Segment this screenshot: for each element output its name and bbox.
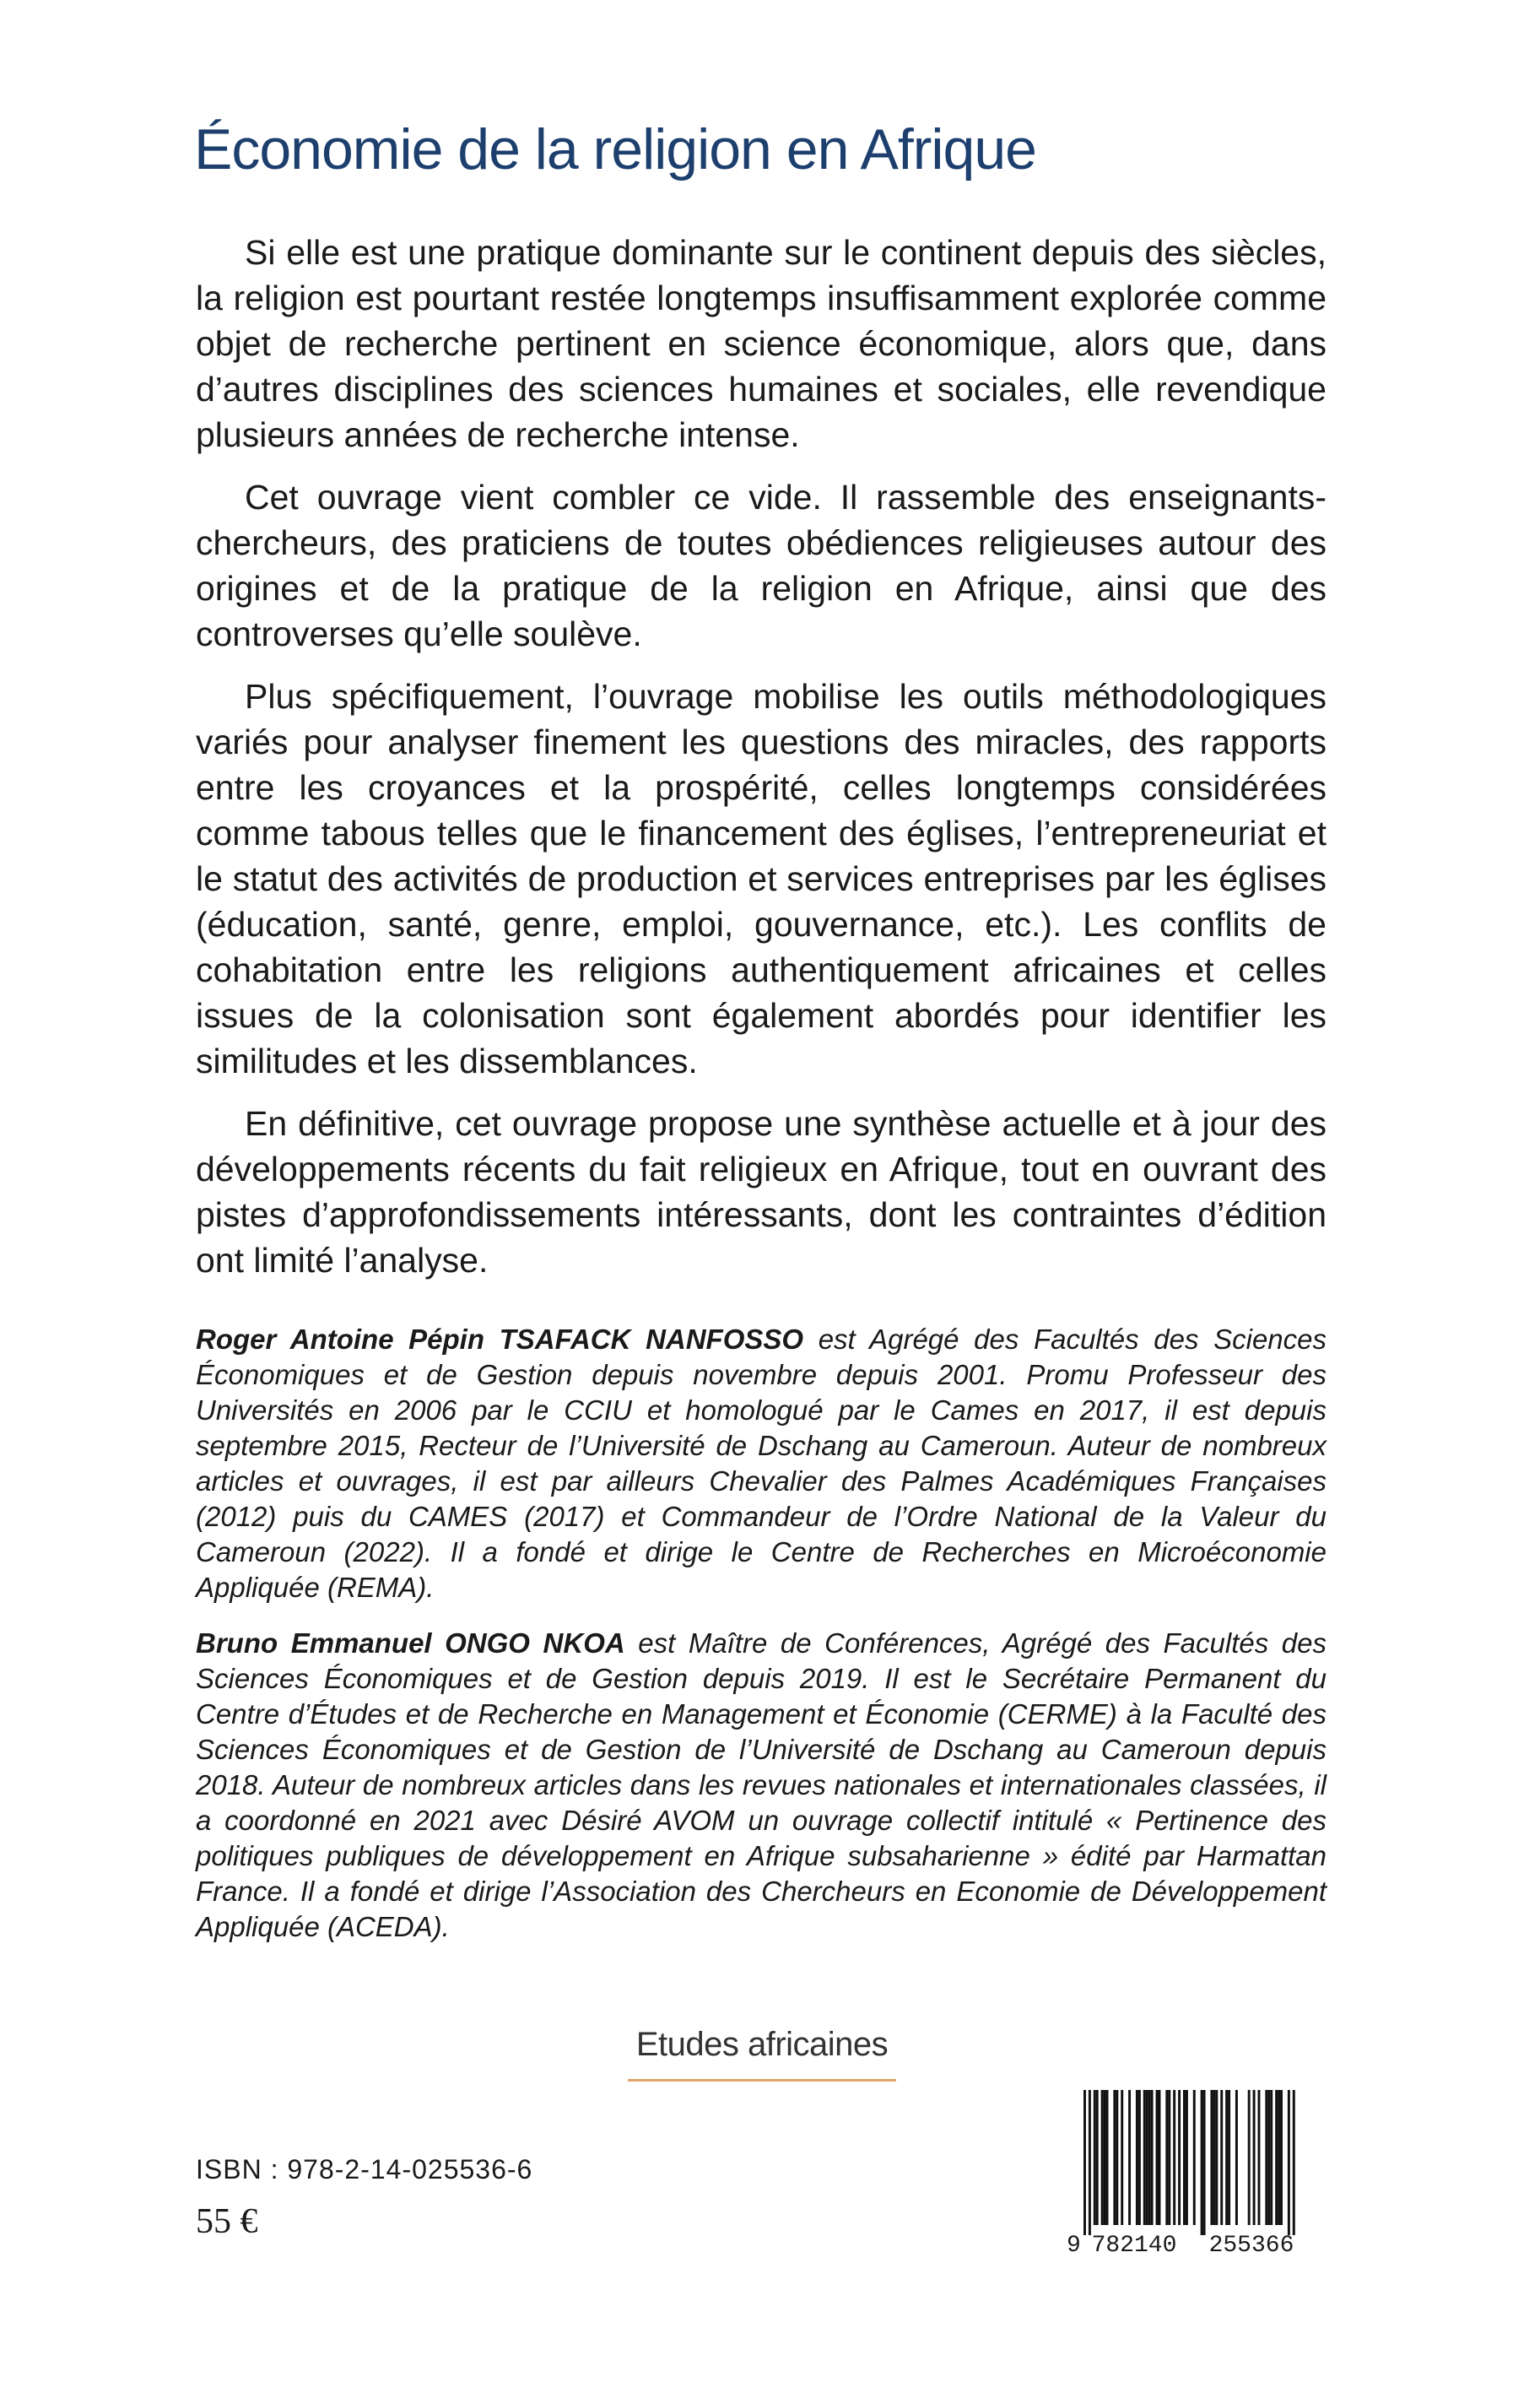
barcode-bar (1113, 2090, 1116, 2225)
collection-name: Etudes africaines (635, 2026, 889, 2063)
barcode-bar (1178, 2090, 1181, 2225)
barcode-bar (1225, 2090, 1228, 2225)
price: 55 € (196, 2202, 258, 2241)
barcode-bar (1143, 2090, 1146, 2225)
author-name: Bruno Emmanuel ONGO NKOA (196, 1627, 625, 1659)
barcode (1065, 2087, 1327, 2255)
barcode-bar (1213, 2090, 1215, 2225)
barcode-bar (1104, 2090, 1106, 2225)
barcode-bar (1278, 2090, 1280, 2225)
barcode-bar (1280, 2090, 1283, 2225)
author-bio (196, 1626, 1327, 1945)
barcode-bar (1128, 2090, 1131, 2225)
barcode-bar (1151, 2090, 1154, 2225)
barcode-bar (1210, 2090, 1213, 2225)
barcode-bar (1275, 2090, 1278, 2225)
blurb-paragraph: Plus spécifiquement, l’ouvrage mobilise les outils méthodologiques variés pour analyser finement les questions des miracles, des rapports entre les croyances et la prospérité, celles longtemps considérées comme tabous telles que le financement des églises, l’entrepreneuriat et le statut des activités de production et services entreprises par les églises (éducation, santé, genre, emploi, gouvernance, etc.). Les conflits de cohabitation entre les religions authentiquement africaines et celles issues de la colonisation sont également abordés pour identifier les similitudes et les dissemblances. (196, 677, 1327, 1080)
barcode-bar (1183, 2090, 1186, 2225)
barcode-bar (1159, 2090, 1161, 2225)
blurb-paragraph: Cet ouvrage vient combler ce vide. Il rassemble des enseignants-chercheurs, des praticiens de toutes obédiences religieuses autour des origines et de la pratique de la religion en Afrique, ainsi que des controverses qu’elle soulève. (196, 478, 1327, 653)
author-bio (196, 1322, 1327, 1605)
barcode-bar (1165, 2090, 1168, 2225)
author-name: Roger Antoine Pépin TSAFACK NANFOSSO (196, 1324, 804, 1355)
barcode-bar (1265, 2090, 1267, 2225)
barcode-bar (1168, 2090, 1170, 2225)
barcode-bar (1106, 2090, 1109, 2225)
barcode-bar (1101, 2090, 1104, 2225)
barcode-bar (1116, 2090, 1118, 2225)
barcode-bar (1083, 2090, 1086, 2235)
barcode-left-digits: 782140 (1091, 2233, 1177, 2255)
collection-underline (628, 2079, 896, 2082)
barcode-bar (1138, 2090, 1141, 2225)
barcode-bar (1136, 2090, 1138, 2225)
blurb-paragraph: En définitive, cet ouvrage propose une synthèse actuelle et à jour des développements récents du fait religieux en Afrique, tout en ouvrant des pistes d’approfondissements intéressants, dont les contraintes d’édition ont limité l’analyse. (196, 1104, 1327, 1280)
barcode-bar (1258, 2090, 1261, 2225)
barcode-bar (1096, 2090, 1099, 2225)
barcode-bar (1235, 2090, 1238, 2225)
barcode-bar (1193, 2090, 1196, 2225)
barcode-bar (1248, 2090, 1251, 2225)
author-bio-text: est Agrégé des Facultés des Sciences Économiques et de Gestion depuis novembre depuis 2001. Promu Professeur des Universités en 2006 par le CCIU et homologué par le Cames en 2017, il est depuis septembre 2015, Recteur de l’Université de Dschang au Cameroun. Auteur de nombreux articles et ouvrages, il est par ailleurs Chevalier des Palmes Académiques Françaises (2012) puis du CAMES (2017) et Commandeur de l’Ordre National de la Valeur du Cameroun (2022). Il a fondé et dirige le Centre de Recherches en Microéconomie Appliquée (REMA). (196, 1324, 1327, 1603)
barcode-bar (1173, 2090, 1175, 2225)
barcode-bar (1094, 2090, 1096, 2225)
barcode-bar (1156, 2090, 1159, 2225)
barcode-bar (1121, 2090, 1123, 2225)
barcode-bar (1089, 2090, 1091, 2235)
barcode-bar (1293, 2090, 1295, 2235)
barcode-bar (1288, 2090, 1290, 2235)
barcode-bar (1228, 2090, 1230, 2225)
barcode-right-digits: 255366 (1208, 2233, 1294, 2255)
blurb-paragraph: Si elle est une pratique dominante sur le continent depuis des siècles, la religion est pourtant restée longtemps insuffisamment explorée comme objet de recherche pertinent en science économique, alors que, dans d’autres disciplines des sciences humaines et sociales, elle revendique plusieurs années de recherche intense. (196, 233, 1327, 454)
barcode-bar (1148, 2090, 1151, 2225)
author-bios (196, 1322, 1327, 1965)
barcode-bar (1201, 2090, 1203, 2235)
barcode-bar (1146, 2090, 1148, 2225)
blurb (196, 230, 1327, 1300)
isbn: ISBN : 978-2-14-025536-6 (196, 2154, 533, 2185)
barcode-bar (1215, 2090, 1218, 2225)
barcode-bar (1253, 2090, 1256, 2225)
barcode-first-digit: 9 (1067, 2233, 1081, 2255)
book-title: Économie de la religion en Afrique (194, 117, 1036, 181)
barcode-bar (1267, 2090, 1270, 2225)
barcode-bar (1270, 2090, 1273, 2225)
author-bio-text: est Maître de Conférences, Agrégé des Facultés des Sciences Économiques et de Gestion depuis 2019. Il est le Secrétaire Permanent du Centre d’Études et de Recherche en Management et Économie (CERME) à la Faculté des Sciences Économiques et de Gestion de l’Université de Dschang au Cameroun depuis 2018. Auteur de nombreux articles dans les revues nationales et internationales classées, il a coordonné en 2021 avec Désiré AVOM un ouvrage collectif intitulé « Pertinence des politiques publiques de développement en Afrique subsaharienne » édité par Harmattan France. Il a fondé et dirige l’Association des Chercheurs en Economie de Développement Appliquée (ACEDA). (196, 1627, 1327, 1942)
barcode-bar (1203, 2090, 1206, 2235)
barcode-bar (1220, 2090, 1223, 2225)
barcode-bar (1186, 2090, 1188, 2225)
